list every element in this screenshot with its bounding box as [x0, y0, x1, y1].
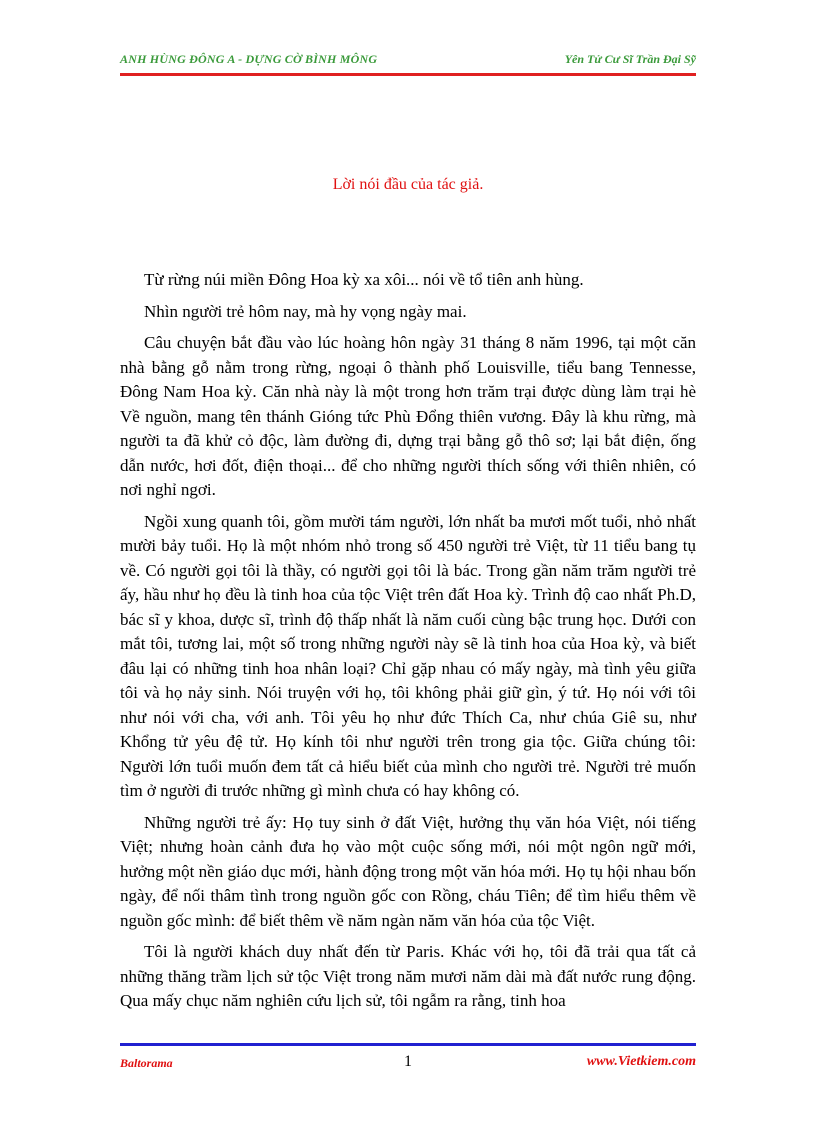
running-header-author: Yên Tử Cư Sĩ Trần Đại Sỹ: [564, 52, 696, 66]
header-divider: [120, 73, 696, 76]
paragraph: Ngồi xung quanh tôi, gồm mười tám người, lớn nhất ba mươi mốt tuổi, nhỏ nhất mười bảy tuổi. Họ là một nhóm nhỏ trong số 450 người trẻ Việt, từ 11 tiểu bang tụ về. Có người gọi tôi là thầy, có người gọi tôi là bác. Trong gần năm trăm người trẻ ấy, hầu như họ đều là tinh hoa của tộc Việt trên đất Hoa kỳ. Trình độ cao nhất Ph.D, bác sĩ y khoa, dược sĩ, trình độ thấp nhất là năm cuối cùng bậc trung học. Dưới con mắt tôi, tương lai, một số trong những người này sẽ là tinh hoa của Hoa kỳ, và biết đâu lại có những tinh hoa nhân loại? Chỉ gặp nhau có mấy ngày, mà tình yêu giữa tôi và họ nảy sinh. Nói truyện với họ, tôi không phải giữ gìn, ý tứ. Họ nói với tôi như nói với cha, với anh. Tôi yêu họ như đức Thích Ca, như chúa Giê su, như Khổng tử yêu đệ tử. Họ kính tôi như người trên trong gia tộc. Giữa chúng tôi: Người lớn tuổi muốn đem tất cả hiểu biết của mình cho người trẻ. Người trẻ muốn tìm ở người đi trước những gì mình chưa có hay không có.: [120, 511, 696, 800]
footer-divider: [120, 1043, 696, 1046]
paragraph: Từ rừng núi miền Đông Hoa kỳ xa xôi... nói về tổ tiên anh hùng.: [144, 270, 584, 289]
paragraph: Những người trẻ ấy: Họ tuy sinh ở đất Việt, hưởng thụ văn hóa Việt, nói tiếng Việt; nhưng hoàn cảnh đưa họ vào một cuộc sống mới, nói một ngôn ngữ mới, hưởng một nền giáo dục mới, hành động trong một văn hóa mới. Họ tụ hội nhau bốn ngày, để nối thâm tình trong nguồn gốc con Rồng, cháu Tiên; để tìm hiểu thêm về nguồn gốc mình: để biết thêm về năm ngàn năm văn hóa của tộc Việt.: [120, 812, 696, 930]
section-title: Lời nói đầu của tác giả.: [332, 176, 484, 193]
paragraph: Nhìn người trẻ hôm nay, mà hy vọng ngày mai.: [144, 301, 467, 321]
footer-publisher: Baltorama: [120, 1056, 173, 1070]
footer-website-link[interactable]: www.Vietkiem.com: [586, 1054, 696, 1069]
paragraph: Câu chuyện bắt đầu vào lúc hoàng hôn ngày 31 tháng 8 năm 1996, tại một căn nhà bằng gỗ nằm trong rừng, ngoại ô thành phố Louisville, tiểu bang Tennesse, Đông Nam Hoa kỳ. Căn nhà này là một trong hơn trăm trại được dùng làm trại hè Về nguồn, mang tên thánh Gióng tức Phù Đổng thiên vương. Đây là khu rừng, mà người ta đã khử cỏ độc, làm đường đi, dựng trại bằng gỗ thô sơ; lại bắt điện, ống dẫn nước, hơi đốt, điện thoại... để cho những người thích sống với thiên nhiên, có nơi nghỉ ngơi.: [120, 333, 696, 499]
running-header-book-title: ANH HÙNG ĐÔNG A - DỰNG CỜ BÌNH MÔNG: [120, 52, 378, 66]
page-number: 1: [404, 1053, 412, 1070]
paragraph: Tôi là người khách duy nhất đến từ Paris. Khác với họ, tôi đã trải qua tất cả những thăng trầm lịch sử tộc Việt trong năm mươi năm dài mà đất nước rung động. Qua mấy chục năm nghiên cứu lịch sử, tôi ngẫm ra rằng, tinh hoa: [120, 942, 696, 1010]
body-text: [120, 268, 696, 1021]
